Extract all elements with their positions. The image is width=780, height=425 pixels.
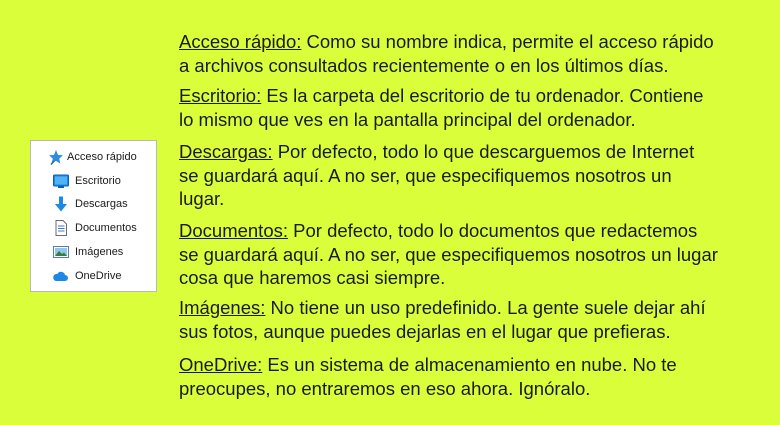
desc-text: sus fotos, aunque puedes dejarlas en el lugar que prefieras.: [179, 320, 671, 342]
nav-item-onedrive[interactable]: [31, 266, 156, 286]
desc-quick-access: [179, 30, 769, 77]
term-desktop: Escritorio:: [179, 85, 262, 106]
nav-label-downloads: Descargas: [75, 198, 128, 210]
term-onedrive: OneDrive:: [179, 354, 263, 375]
desc-text: Es un sistema de almacenamiento en nube. No te: [262, 354, 677, 375]
download-arrow-icon: [53, 196, 69, 212]
term-quick-access: Acceso rápido:: [179, 31, 302, 52]
nav-item-desktop[interactable]: [31, 171, 156, 191]
nav-label-desktop: Escritorio: [75, 175, 121, 187]
desc-desktop: [179, 84, 769, 131]
explorer-nav-panel: [30, 140, 157, 292]
desc-text: preocupes, no entraremos en eso ahora. Ignóralo.: [179, 377, 591, 399]
desc-text: lugar.: [179, 188, 225, 209]
desc-downloads: [179, 140, 769, 211]
desc-text: a archivos consultados recientemente o en los últimos días.: [179, 54, 669, 76]
desc-text: lo mismo que ves en la pantalla principal del ordenador.: [179, 108, 636, 130]
desc-text: se guardará aquí. A no ser, que especifiquemos nosotros un lugar: [179, 243, 718, 265]
desc-documents: [179, 219, 769, 290]
desc-text: Por defecto, todo lo que descarguemos de Internet: [272, 141, 695, 162]
term-documents: Documentos:: [179, 220, 288, 241]
desc-text: No tiene un uso predefinido. La gente suele dejar ahí: [265, 297, 706, 318]
nav-label-documents: Documentos: [75, 222, 137, 234]
pictures-icon: [53, 244, 69, 260]
nav-label-pictures: Imágenes: [75, 246, 124, 258]
desc-onedrive: [179, 353, 769, 400]
nav-label-quick-access: Acceso rápido: [67, 151, 137, 163]
nav-item-documents[interactable]: [31, 218, 156, 238]
nav-item-pictures[interactable]: [31, 242, 156, 262]
desc-text: Por defecto, todo lo documentos que redactemos: [288, 220, 698, 241]
document-icon: [53, 220, 69, 236]
nav-item-downloads[interactable]: [31, 194, 156, 214]
desc-pictures: [179, 296, 769, 343]
desc-text: se guardará aquí. A no ser, que especifiquemos nosotros un: [179, 164, 672, 186]
desc-text: Es la carpeta del escritorio de tu ordenador. Contiene: [261, 85, 704, 106]
star-pin-icon: [48, 149, 64, 165]
desc-text: cosa que haremos casi siempre.: [179, 267, 446, 288]
term-pictures: Imágenes:: [179, 297, 266, 318]
desktop-folder-icon: [53, 173, 69, 189]
nav-item-quick-access[interactable]: [31, 147, 156, 167]
desc-text: Como su nombre indica, permite el acceso rápido: [301, 31, 714, 52]
term-downloads: Descargas:: [179, 141, 273, 162]
cloud-icon: [52, 268, 68, 284]
nav-label-onedrive: OneDrive: [75, 270, 122, 282]
